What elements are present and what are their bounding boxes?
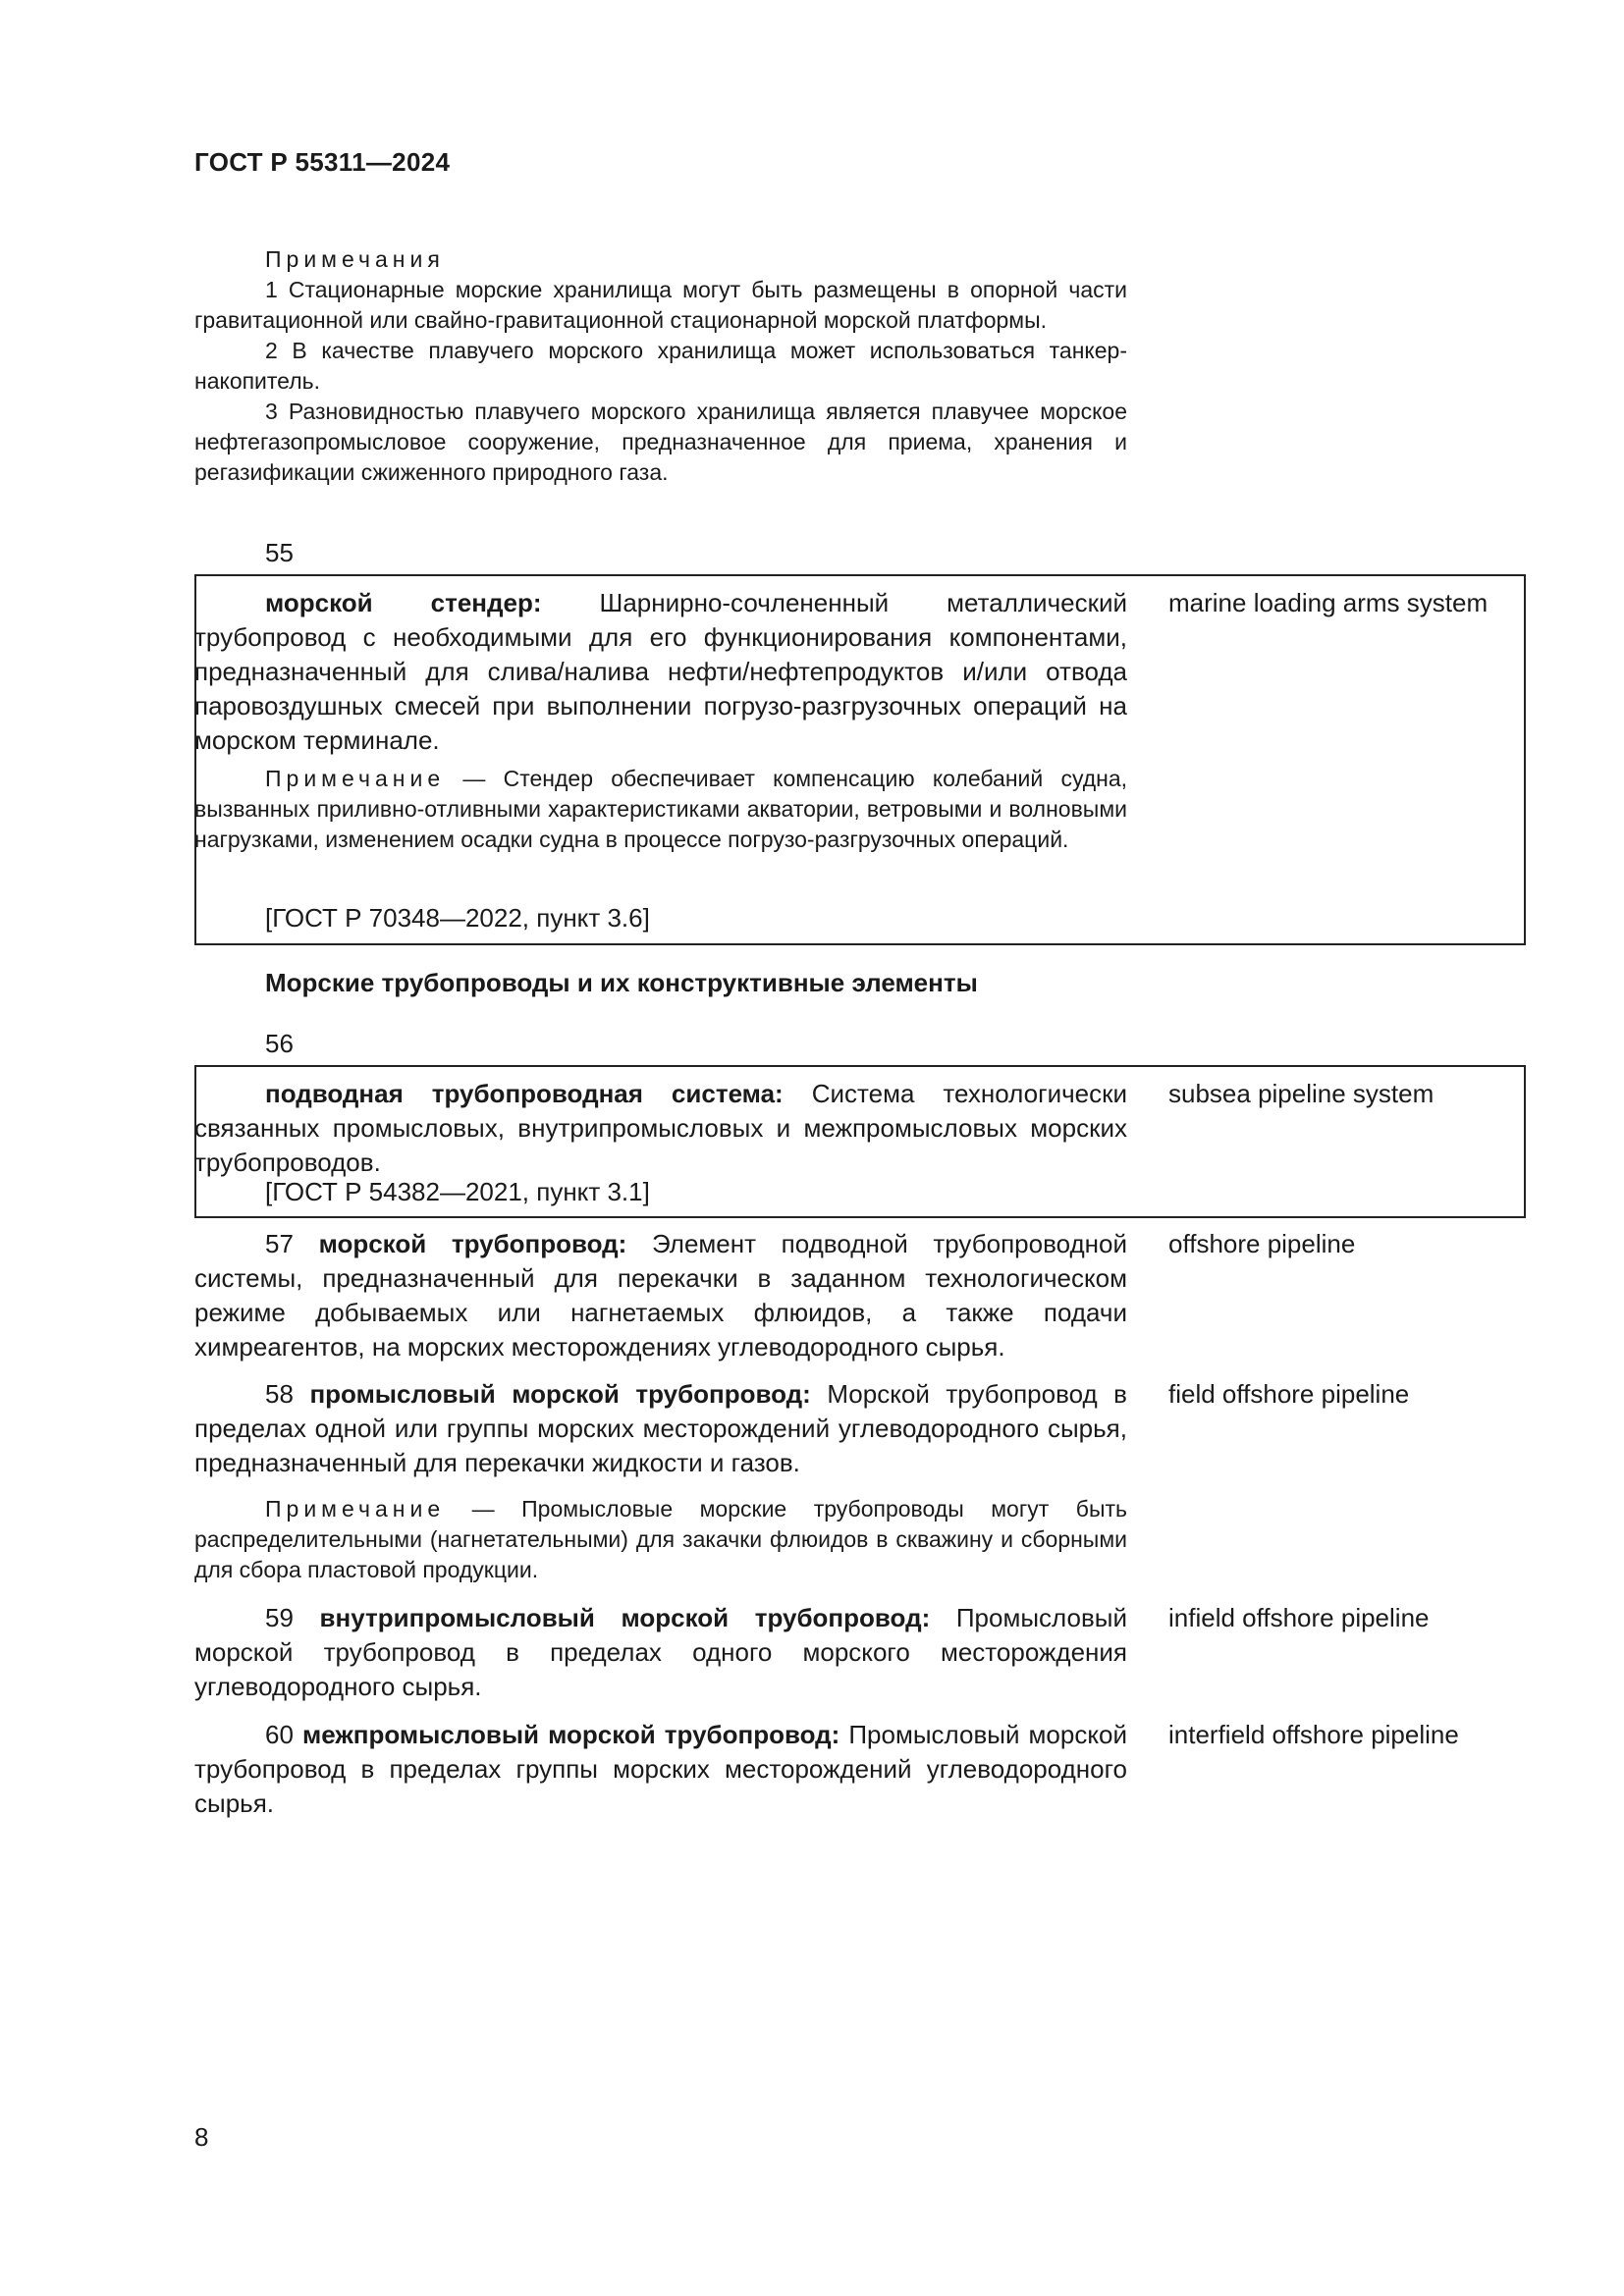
term-60-name: межпромысловый морской трубопровод: [302, 1720, 840, 1749]
term-57-text: Элемент подводной трубопроводной системы, предназначенный для перекачки в заданном технологическом режиме добываемых или нагнетаемых флюидов, а также подачи химреагентов, на морских месторождениях углеводородного сырья. [194, 1229, 1128, 1362]
term-56-definition [194, 1077, 1127, 1180]
term-58-name: промысловый морской трубопровод: [309, 1379, 811, 1409]
term-55-note-text: — Стендер обеспечивает компенсацию колебаний судна, вызванных приливно-отливными характеристиками акватории, ветровыми и волновыми нагрузками, изменением осадки судна в процессе погрузо-разгрузочных операций. [194, 766, 1127, 852]
note-item-1: 1 Стационарные морские хранилища могут быть размещены в опорной части гравитационной или свайно-гравитационной стационарной морской платформы. [194, 277, 1127, 333]
term-number-56: 56 [265, 1029, 294, 1058]
term-57-definition [194, 1227, 1127, 1364]
section-title: Морские трубопроводы и их конструктивные элементы [265, 968, 978, 997]
term-55-note [194, 764, 1127, 855]
term-60-english: interfield offshore pipeline [1168, 1720, 1459, 1749]
term-59-text: Промысловый морской трубопровод в пределах одного морского месторождения углеводородного сырья. [194, 1603, 1127, 1701]
term-58-number: 58 [265, 1379, 294, 1409]
term-55-note-label: Примечание [265, 766, 446, 791]
note-item-3: 3 Разновидностью плавучего морского хранилища является плавучее морское нефтегазопромысловое сооружение, предназначенное для приема, хранения и регазификации сжиженного природного газа. [194, 399, 1127, 485]
term-58-english: field offshore pipeline [1168, 1379, 1410, 1409]
term-59-definition [194, 1601, 1127, 1704]
term-55-text: Шарнирно-сочлененный металлический трубопровод с необходимыми для его функционирования компонентами, предназначенный для слива/налива нефти/нефтепродуктов и/или отвода паровоздушных смесей при выполнении погрузо-разгрузочных операций на морском терминале. [194, 588, 1127, 755]
term-56-english: subsea pipeline system [1168, 1079, 1435, 1108]
term-58-definition [194, 1377, 1127, 1480]
term-57-name: морской трубопровод: [318, 1229, 627, 1258]
term-56-source: [ГОСТ Р 54382—2021, пункт 3.1] [265, 1177, 650, 1206]
term-59-name: внутрипромысловый морской трубопровод: [319, 1603, 931, 1632]
notes-block [194, 244, 1127, 488]
page-number: 8 [194, 2122, 209, 2152]
document-header: ГОСТ Р 55311—2024 [194, 147, 451, 177]
term-60-definition [194, 1718, 1127, 1821]
term-number-55: 55 [265, 538, 294, 567]
term-57-english: offshore pipeline [1168, 1229, 1356, 1258]
term-58-text: Морской трубопровод в пределах одной или группы морских месторождений углеводородного сырья, предназначенный для перекачки жидкости и газов. [194, 1379, 1127, 1477]
term-59-english: infield offshore pipeline [1168, 1603, 1430, 1632]
term-55-name: морской стендер: [265, 588, 542, 617]
term-55-source: [ГОСТ Р 70348—2022, пункт 3.6] [265, 903, 650, 933]
term-56-text: Система технологически связанных промысловых, внутрипромысловых и межпромысловых морских трубопроводов. [194, 1079, 1128, 1177]
term-55-definition [194, 586, 1127, 758]
term-58-note [194, 1494, 1127, 1585]
notes-label: Примечания [265, 246, 445, 272]
term-57-number: 57 [265, 1229, 294, 1258]
term-60-text: Промысловый морской трубопровод в пределах группы морских месторождений углеводородного сырья. [194, 1720, 1127, 1818]
note-item-2: 2 В качестве плавучего морского хранилища может использоваться танкер-накопитель. [194, 338, 1127, 394]
term-55-english: marine loading arms system [1168, 588, 1489, 617]
term-60-number: 60 [265, 1720, 294, 1749]
term-56-name: подводная трубопроводная система: [265, 1079, 784, 1108]
term-59-number: 59 [265, 1603, 294, 1632]
term-58-note-label: Примечание [265, 1496, 446, 1522]
term-58-note-text: — Промысловые морские трубопроводы могут быть распределительными (нагнетательными) для закачки флюидов в скважину и сборными для сбора пластовой продукции. [194, 1496, 1127, 1582]
